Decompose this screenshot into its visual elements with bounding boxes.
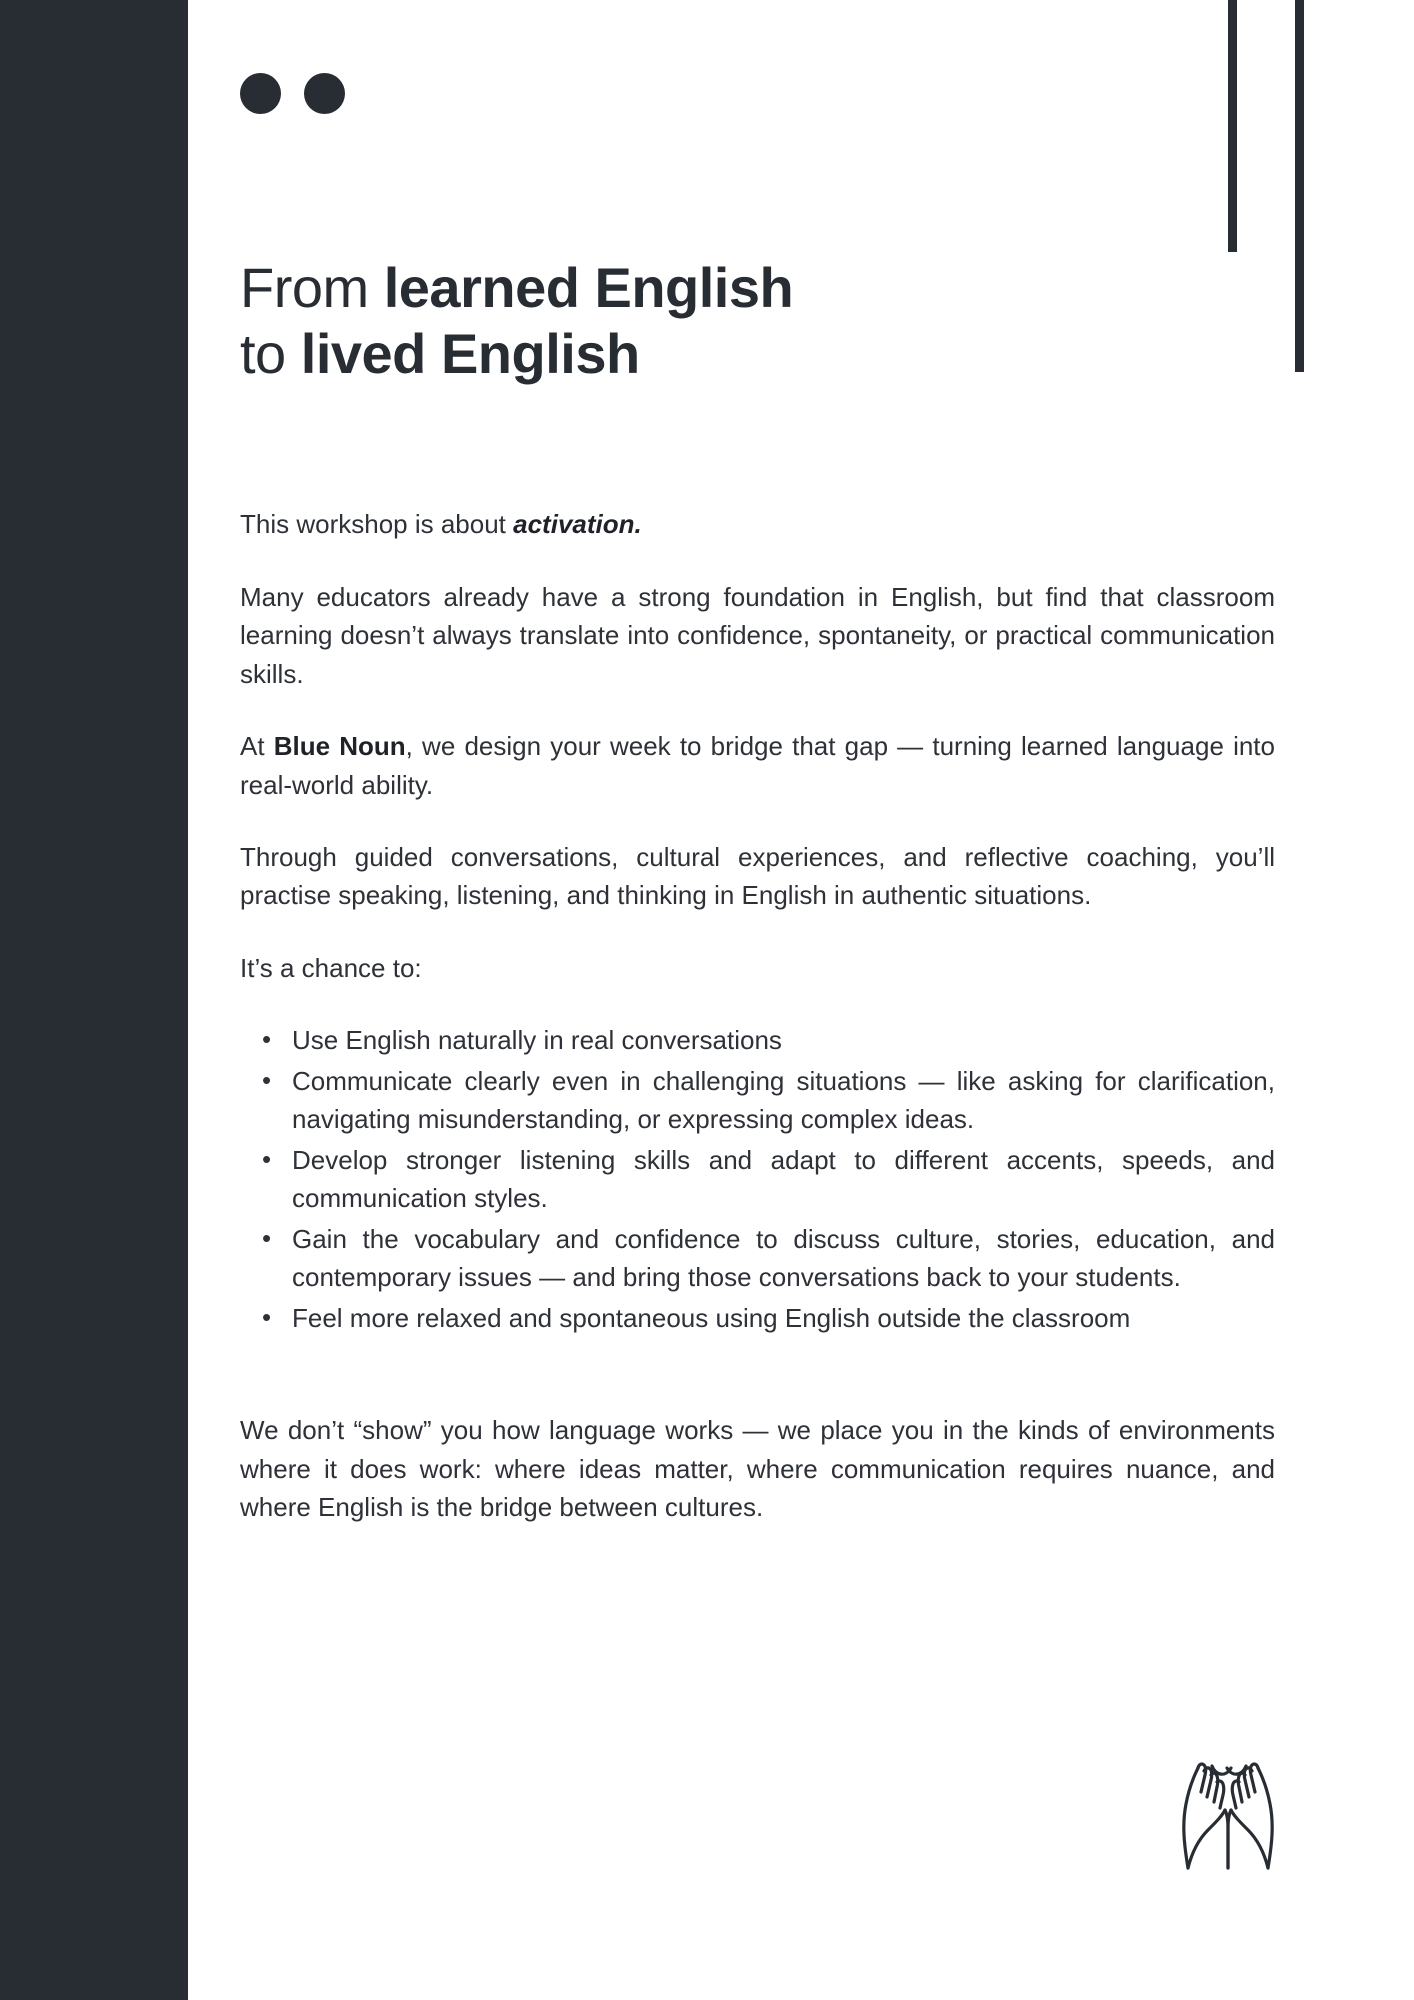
closing-block bbox=[240, 1371, 1275, 1526]
list-item: • Use English naturally in real conversations bbox=[292, 1021, 1275, 1059]
decorative-vertical-bar-long bbox=[1295, 0, 1304, 372]
title-line1-plain: From bbox=[240, 256, 384, 319]
title-line2-bold: lived English bbox=[300, 322, 640, 386]
lead-text: This workshop is about bbox=[240, 509, 514, 540]
list-item: • Feel more relaxed and spontaneous using English outside the classroom bbox=[292, 1299, 1275, 1337]
chance-lead-text: It’s a chance to: bbox=[240, 952, 422, 983]
page-title bbox=[240, 0, 1275, 387]
blue-noun-pre: At bbox=[240, 731, 274, 762]
benefits-list bbox=[240, 1021, 1275, 1337]
list-item: • Gain the vocabulary and confidence to discuss culture, stories, education, and contemporary issues — and bring those conversations back to your students. bbox=[292, 1220, 1275, 1297]
blue-noun-post: , we design your week to bridge that gap — turning learned language into real-world ability. bbox=[240, 731, 1275, 800]
list-item: • Develop stronger listening skills and adapt to different accents, speeds, and communication styles. bbox=[292, 1141, 1275, 1218]
list-item: • Communicate clearly even in challenging situations — like asking for clarification, navigating misunderstanding, or expressing complex ideas. bbox=[292, 1062, 1275, 1139]
title-line1-bold: learned English bbox=[383, 256, 794, 319]
lead-emphasis: activation. bbox=[513, 509, 642, 540]
lead-paragraph bbox=[240, 505, 1275, 543]
content-column bbox=[240, 0, 1275, 1561]
brand-name: Blue Noun bbox=[273, 731, 406, 762]
left-accent-sidebar bbox=[0, 0, 188, 2000]
paragraph-blue-noun bbox=[240, 727, 1275, 804]
paragraph-many-educators: Many educators already have a strong foundation in English, but find that classroom learning doesn’t always translate into confidence, spontaneity, or practical communication skills. bbox=[240, 581, 1275, 689]
open-hands-logo-icon bbox=[1168, 1740, 1288, 1880]
body-content bbox=[240, 387, 1275, 1526]
paragraph-closing: We don’t “show” you how language works — we place you in the kinds of environments where it does work: where ideas matter, where communication requires nuance, and where English is the bridge between cultures. bbox=[240, 1415, 1275, 1523]
paragraph-through-guided: Through guided conversations, cultural experiences, and reflective coaching, you’ll practise speaking, listening, and thinking in English in authentic situations. bbox=[240, 841, 1275, 911]
title-line2-plain: to bbox=[240, 322, 301, 386]
